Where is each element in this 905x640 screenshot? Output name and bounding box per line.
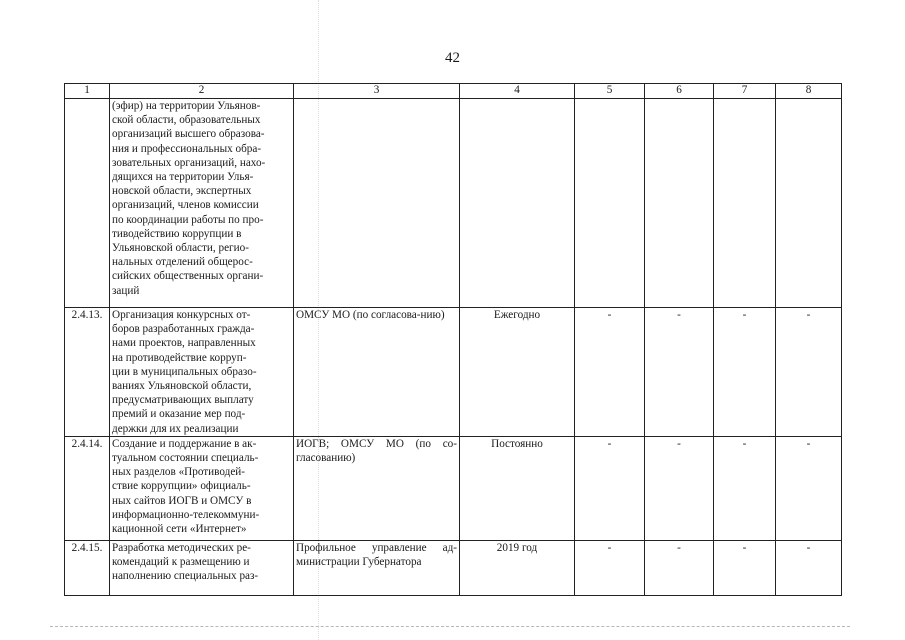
column-number-header-row — [65, 84, 842, 99]
text-line: наполнению специальных раз- — [112, 570, 259, 583]
table-row — [65, 436, 842, 540]
column-header-8: 8 — [776, 84, 842, 99]
funding-cell-6: - — [645, 540, 714, 595]
text-line: ния и профессиональных обра- — [112, 142, 262, 155]
text-line: организаций, членов комиссии — [112, 199, 259, 212]
text-line: сийских общественных органи- — [112, 270, 264, 283]
column-header-4: 4 — [460, 84, 575, 99]
column-header-5: 5 — [575, 84, 645, 99]
text-line: кационной сети «Интернет» — [112, 523, 247, 536]
term-cell: Постоянно — [460, 436, 575, 540]
text-line: нами проектов, направленных — [112, 337, 256, 350]
text-line: зовательных организаций, нахо- — [112, 156, 266, 169]
funding-cell-5: - — [575, 436, 645, 540]
plan-table — [64, 83, 842, 596]
measure-description-cell — [110, 99, 294, 308]
column-header-7: 7 — [714, 84, 776, 99]
text-line: ствие коррупции» официаль- — [112, 480, 251, 493]
text-line: ваниях Ульяновской области, — [112, 380, 252, 393]
text-line: информационно-телекоммуни- — [112, 508, 260, 521]
measure-description-cell — [110, 308, 294, 437]
table-row — [65, 99, 842, 308]
funding-cell-7: - — [714, 540, 776, 595]
column-header-2: 2 — [110, 84, 294, 99]
item-number-cell: 2.4.13. — [65, 308, 110, 437]
term-cell — [460, 99, 575, 308]
text-line: тиводействию коррупции в — [112, 227, 242, 240]
text-line: Ульяновской области, регио- — [112, 242, 249, 255]
text-line: организаций высшего образова- — [112, 128, 265, 141]
text-line: на противодействие корруп- — [112, 351, 247, 364]
funding-cell-7: - — [714, 436, 776, 540]
text-line: по координации работы по про- — [112, 213, 264, 226]
column-header-6: 6 — [645, 84, 714, 99]
text-line: дящихся на территории Улья- — [112, 171, 254, 184]
text-line: Разработка методических ре- — [112, 541, 251, 554]
executor-cell — [294, 99, 460, 308]
item-number-cell — [65, 99, 110, 308]
funding-cell-8: - — [776, 308, 842, 437]
column-header-1: 1 — [65, 84, 110, 99]
funding-cell-5: - — [575, 308, 645, 437]
table-row — [65, 308, 842, 437]
funding-cell-6: - — [645, 436, 714, 540]
funding-cell-6: - — [645, 308, 714, 437]
text-line: заций — [112, 284, 140, 297]
scan-artifact-line — [50, 626, 850, 631]
executor-cell: ИОГВ; ОМСУ МО (по со-гласованию) — [294, 436, 460, 540]
executor-cell: Профильное управление ад-министрации Губернатора — [294, 540, 460, 595]
text-line: ской области, образовательных — [112, 114, 261, 127]
page-number: 42 — [445, 50, 460, 66]
measure-description-cell — [110, 540, 294, 595]
funding-cell-8: - — [776, 436, 842, 540]
funding-cell-8 — [776, 99, 842, 308]
funding-cell-8: - — [776, 540, 842, 595]
text-line: ции в муниципальных образо- — [112, 365, 257, 378]
funding-cell-7 — [714, 99, 776, 308]
text-line: туальном состоянии специаль- — [112, 452, 259, 465]
text-line: премий и оказание мер под- — [112, 408, 246, 421]
text-line: новской области, экспертных — [112, 185, 252, 198]
funding-cell-7: - — [714, 308, 776, 437]
text-line: боров разработанных гражда- — [112, 323, 255, 336]
text-line: ных разделов «Противодей- — [112, 466, 246, 479]
term-cell: Ежегодно — [460, 308, 575, 437]
text-line: Создание и поддержание в ак- — [112, 437, 257, 450]
funding-cell-5 — [575, 99, 645, 308]
text-line: Организация конкурсных от- — [112, 309, 251, 321]
funding-cell-6 — [645, 99, 714, 308]
term-cell: 2019 год — [460, 540, 575, 595]
column-header-3: 3 — [294, 84, 460, 99]
text-line: (эфир) на территории Ульянов- — [112, 100, 261, 112]
text-line: держки для их реализации — [112, 422, 239, 435]
item-number-cell: 2.4.14. — [65, 436, 110, 540]
table-row — [65, 540, 842, 595]
text-line: предусматривающих выплату — [112, 394, 254, 407]
text-line: нальных отделений общерос- — [112, 256, 253, 269]
text-line: ных сайтов ИОГВ и ОМСУ в — [112, 494, 252, 507]
measure-description-cell — [110, 436, 294, 540]
executor-cell: ОМСУ МО (по согласова-нию) — [294, 308, 460, 437]
funding-cell-5: - — [575, 540, 645, 595]
item-number-cell: 2.4.15. — [65, 540, 110, 595]
text-line: комендаций к размещению и — [112, 556, 250, 569]
